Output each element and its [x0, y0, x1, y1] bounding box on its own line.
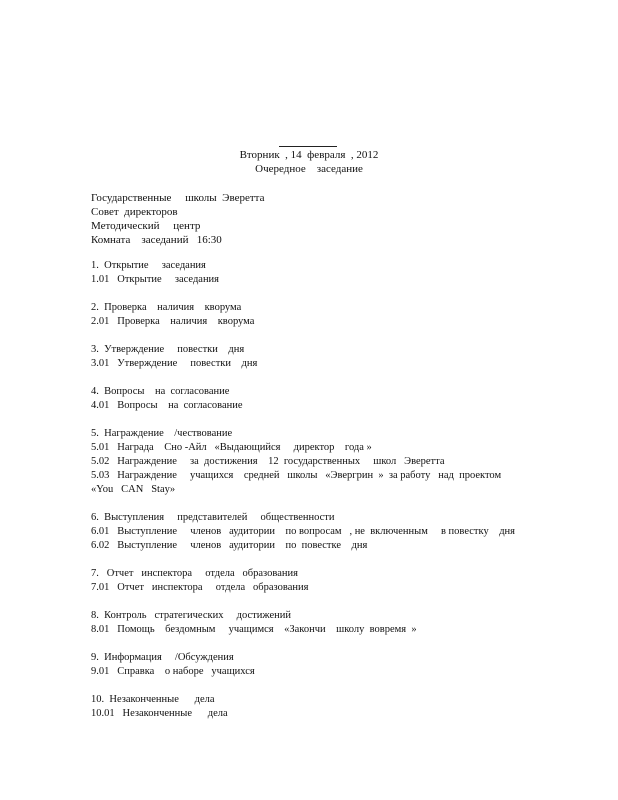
agenda-section-title: 5. Награждение /чествование — [91, 428, 233, 439]
organization-line: Совет директоров — [91, 206, 178, 218]
agenda-item: 7.01 Отчет инспектора отдела образования — [91, 582, 309, 593]
agenda-section-title: 2. Проверка наличия кворума — [91, 302, 242, 313]
agenda-item: 5.03 Награждение учащихся средней школы «Эвергрин » за работу над проектом — [91, 470, 502, 481]
agenda-section — [91, 567, 591, 595]
agenda-item: 10.01 Незаконченные дела — [91, 708, 228, 719]
agenda-item: 9.01 Справка о наборе учащихся — [91, 666, 255, 677]
organization-line: Комната заседаний 16:30 — [91, 234, 222, 246]
agenda-item: 5.01 Награда Сно -Айл «Выдающийся директор года » — [91, 442, 372, 453]
agenda-item-continuation: «You CAN Stay» — [91, 484, 176, 495]
date-underline — [279, 146, 337, 147]
meeting-type: Очередное заседание — [255, 163, 363, 175]
agenda-section-title: 6. Выступления представителей общественности — [91, 512, 335, 523]
agenda-section — [91, 385, 591, 413]
organization-line: Государственные школы Эверетта — [91, 192, 265, 204]
agenda-section — [91, 609, 591, 637]
agenda-section-title: 8. Контроль стратегических достижений — [91, 610, 291, 621]
agenda-section — [91, 301, 591, 329]
agenda-list — [91, 259, 591, 735]
agenda-item: 1.01 Открытие заседания — [91, 274, 220, 285]
agenda-section-title: 7. Отчет инспектора отдела образования — [91, 568, 298, 579]
agenda-section-title: 1. Открытие заседания — [91, 260, 206, 271]
agenda-section — [91, 259, 591, 287]
agenda-item: 3.01 Утверждение повестки дня — [91, 358, 258, 369]
agenda-item: 8.01 Помощь бездомным учащимся «Закончи школу вовремя » — [91, 624, 417, 635]
agenda-item: 2.01 Проверка наличия кворума — [91, 316, 255, 327]
organization-line: Методический центр — [91, 220, 201, 232]
agenda-section-title: 10. Незаконченные дела — [91, 694, 215, 705]
meeting-date: Вторник , 14 февраля , 2012 — [239, 149, 379, 161]
agenda-section — [91, 427, 591, 497]
agenda-section — [91, 651, 591, 679]
agenda-section-title: 9. Информация /Обсуждения — [91, 652, 234, 663]
agenda-section-title: 4. Вопросы на согласование — [91, 386, 230, 397]
agenda-item: 5.02 Награждение за достижения 12 государственных школ Эверетта — [91, 456, 445, 467]
agenda-item: 4.01 Вопросы на согласование — [91, 400, 243, 411]
organization-block — [91, 191, 264, 247]
agenda-section — [91, 511, 591, 553]
agenda-section — [91, 693, 591, 721]
document-header — [0, 148, 618, 176]
agenda-item: 6.01 Выступление членов аудитории по вопросам , не включенным в повестку дня — [91, 526, 515, 537]
agenda-section — [91, 343, 591, 371]
agenda-section-title: 3. Утверждение повестки дня — [91, 344, 245, 355]
agenda-item: 6.02 Выступление членов аудитории по повестке дня — [91, 540, 368, 551]
